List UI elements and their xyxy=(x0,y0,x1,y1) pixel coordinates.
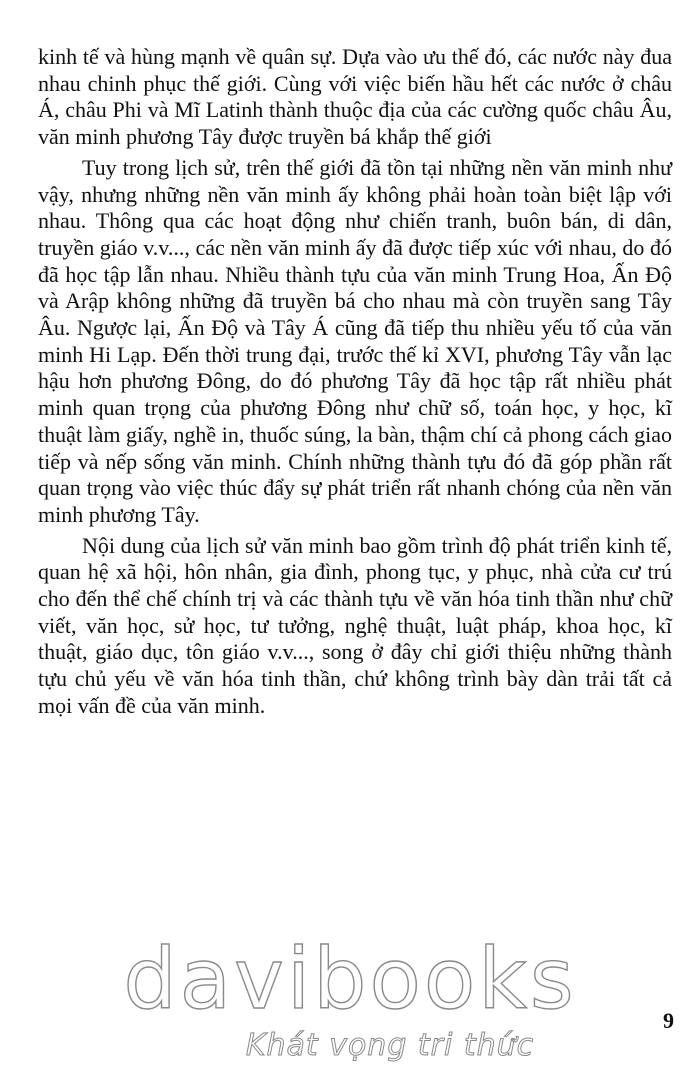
paragraph: Nội dung của lịch sử văn minh bao gồm trình độ phát triển kinh tế, quan hệ xã hội, hôn nhân, gia đình, phong tục, y phục, nhà cửa cư trú cho đến thể chế chính trị và các thành tựu về văn hóa tinh thần như chữ viết, văn học, sử học, tư tưởng, nghệ thuật, luật pháp, khoa học, kĩ thuật, giáo dục, tôn giáo v.v..., song ở đây chỉ giới thiệu những thành tựu chủ yếu về văn hóa tinh thần, chứ không trình bày dàn trải tất cả mọi vấn đề của văn minh. xyxy=(38,532,672,718)
page-number: 9 xyxy=(663,1008,674,1033)
watermark-brand: davibooks xyxy=(123,930,577,1028)
paragraph-continued: kinh tế và hùng mạnh về quân sự. Dựa vào ưu thế đó, các nước này đua nhau chinh phục thế giới. Cùng với việc biến hầu hết các nước ở châu Á, châu Phi và Mĩ Latinh thành thuộc địa của các cường quốc châu Âu, văn minh phương Tây được truyền bá khắp thế giới xyxy=(38,44,672,150)
body-text xyxy=(38,44,672,720)
paragraph: Tuy trong lịch sử, trên thế giới đã tồn tại những nền văn minh như vậy, nhưng những nền văn minh ấy không phải hoàn toàn biệt lập với nhau. Thông qua các hoạt động như chiến tranh, buôn bán, di dân, truyền giáo v.v..., các nền văn minh ấy đã được tiếp xúc với nhau, do đó đã học tập lẫn nhau. Nhiều thành tựu của văn minh Trung Hoa, Ấn Độ và Arập không những đã truyền bá cho nhau mà còn truyền sang Tây Âu. Ngược lại, Ấn Độ và Tây Á cũng đã tiếp thu nhiều yếu tố của văn minh Hi Lạp. Đến thời trung đại, trước thế kỉ XVI, phương Tây vẫn lạc hậu hơn phương Đông, do đó phương Tây đã học tập rất nhiều phát minh quan trọng của phương Đông như chữ số, toán học, y học, kĩ thuật làm giấy, nghề in, thuốc súng, la bàn, thậm chí cả phong cách giao tiếp và nếp sống văn minh. Chính những thành tựu đó đã góp phần rất quan trọng vào việc thúc đẩy sự phát triển rất nhanh chóng của nền văn minh phương Tây. xyxy=(38,154,672,527)
watermark-tagline: Khát vọng tri thức xyxy=(245,1028,535,1063)
